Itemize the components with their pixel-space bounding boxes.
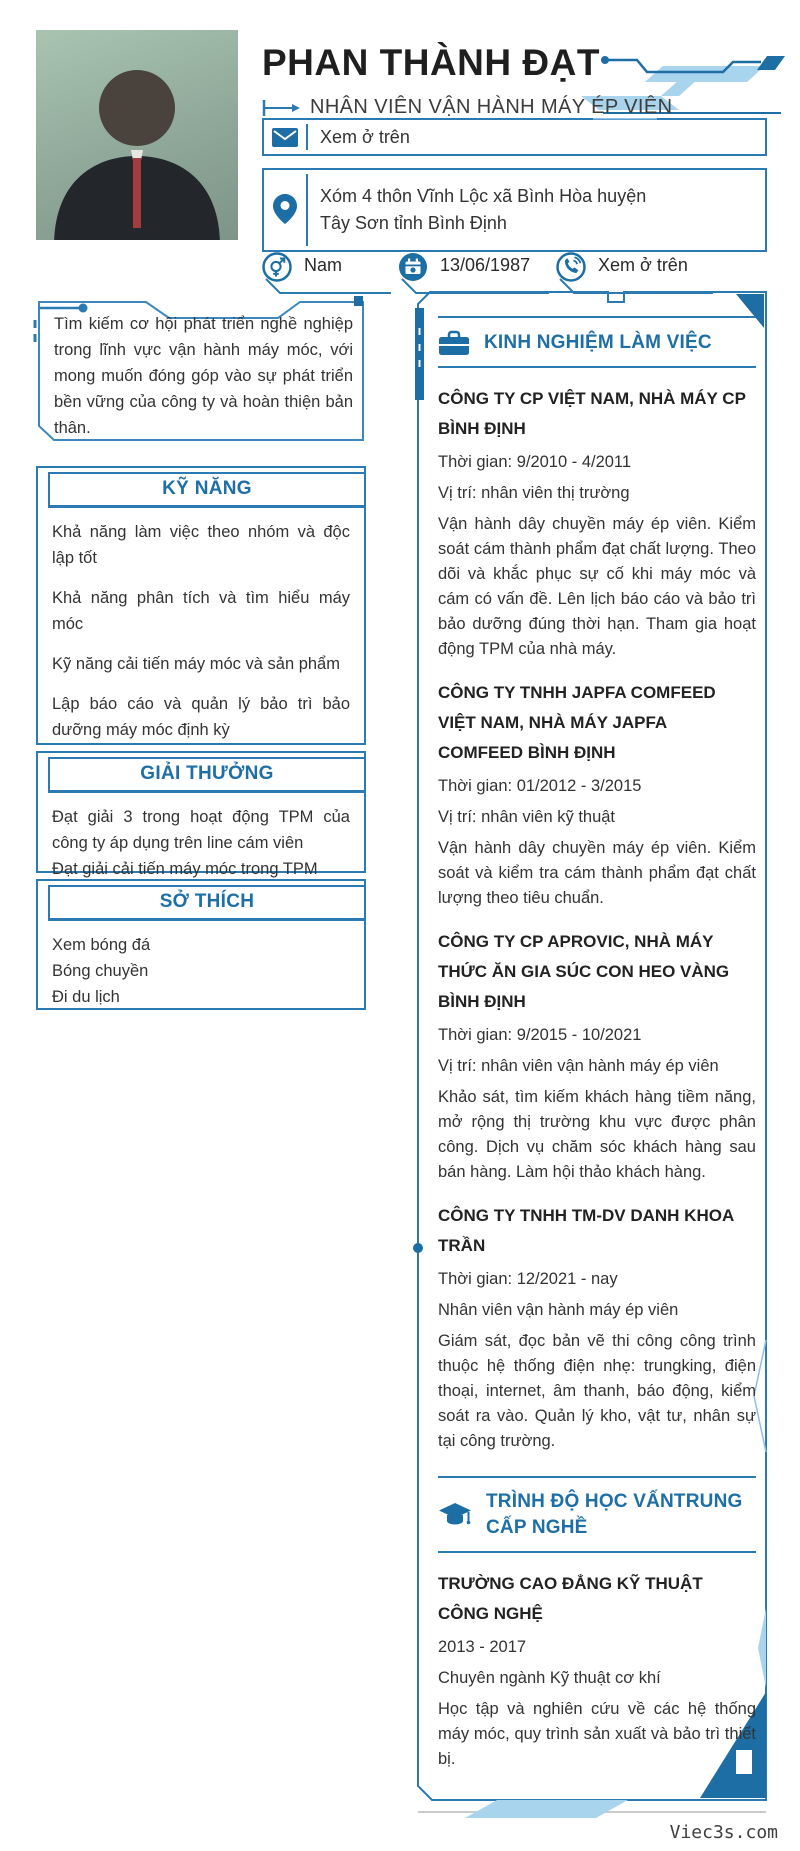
dob-item [398, 252, 550, 292]
job-entry [438, 384, 756, 662]
education-time: 2013 - 2017 [438, 1638, 527, 1656]
education-entry [438, 1557, 756, 1772]
phone-value: Xem ở trên [598, 255, 688, 275]
job-position: Nhân viên vận hành máy ép viên [438, 1301, 679, 1319]
job-time: Thời gian: 9/2010 - 4/2011 [438, 453, 632, 471]
candidate-name: PHAN THÀNH ĐẠT [262, 42, 600, 83]
title-dash-icon [262, 99, 300, 117]
divider [438, 316, 756, 318]
divider [438, 1551, 756, 1553]
divider [438, 366, 756, 368]
profile-photo [36, 30, 238, 240]
skill-item: Khả năng phân tích và tìm hiểu máy móc [52, 589, 350, 633]
hobby-item: Xem bóng đá [52, 936, 151, 954]
phone-item [556, 252, 716, 292]
job-description: Giám sát, đọc bản vẽ thi công công trình thuộc hệ thống điện nhẹ: trungking, điện thoại, internet, âm thanh, báo động, kiểm soát ra vào. Quản lý kho, vật tư, nhân sự tại công trường. [438, 1332, 756, 1450]
job-title-row [262, 96, 672, 119]
person-silhouette-icon [36, 30, 238, 240]
right-column [438, 312, 756, 1788]
company-name: CÔNG TY TNHH JAPFA COMFEED VIỆT NAM, NHÀ MÁY JAPFA COMFEED BÌNH ĐỊNH [438, 683, 716, 762]
experience-header [438, 322, 756, 362]
envelope-icon [264, 128, 306, 147]
address-value [308, 183, 646, 237]
briefcase-icon [438, 329, 470, 356]
skill-item: Kỹ năng cải tiến máy móc và sản phẩm [52, 655, 340, 673]
skills-list [38, 508, 364, 743]
job-description: Vận hành dây chuyền máy ép viên. Kiểm soát và kiểm tra cám thành phẩm đạt chất lượng theo tiêu chuẩn. [438, 839, 756, 907]
skills-section [36, 466, 366, 745]
address-field [262, 168, 767, 252]
job-position: Vị trí: nhân viên thị trường [438, 484, 630, 502]
email-value: Xem ở trên [320, 126, 410, 147]
experience-title: KINH NGHIỆM LÀM VIỆC [484, 331, 712, 353]
hobby-item: Bóng chuyền [52, 962, 149, 980]
job-entry [438, 678, 756, 911]
site-watermark: Viec3s.com [669, 1822, 778, 1843]
job-list [438, 372, 756, 1454]
job-entry [438, 927, 756, 1185]
awards-title: GIẢI THƯỞNG [48, 757, 364, 793]
hobbies-title: SỞ THÍCH [48, 885, 364, 921]
divider [438, 1476, 756, 1478]
gender-value: Nam [304, 255, 343, 275]
education-section [438, 1476, 756, 1772]
skills-title: KỸ NĂNG [48, 472, 364, 508]
education-header [438, 1482, 756, 1547]
award-item: Đạt giải cải tiến máy móc trong TPM [52, 860, 318, 878]
award-item: Đạt giải 3 trong hoạt động TPM của công ty áp dụng trên line cám viên [52, 808, 350, 852]
graduation-cap-icon [438, 1502, 472, 1528]
education-major: Chuyên ngành Kỹ thuật cơ khí [438, 1669, 661, 1687]
gender-item [262, 252, 392, 292]
awards-section [36, 751, 366, 878]
school-name: TRƯỜNG CAO ĐẲNG KỸ THUẬT CÔNG NGHỆ [438, 1574, 703, 1623]
job-title: NHÂN VIÊN VẬN HÀNH MÁY ÉP VIÊN [310, 96, 673, 118]
address-line2: Tây Sơn tỉnh Bình Định [320, 213, 507, 233]
job-description: Khảo sát, tìm kiếm khách hàng tiềm năng, mở rộng thị trường khu vực được phân công. Dịch vụ chăm sóc khách hàng sau bán hàng. Làm hội thảo khách hàng. [438, 1088, 756, 1181]
job-description: Vận hành dây chuyền máy ép viên. Kiểm soát cám thành phẩm đạt chất lượng. Theo dõi và khắc phục sự cố khi máy móc và cám có vấn đề. Lên lịch báo cáo và bảo trì bảo dưỡng đúng thời hạn. Tham gia hoạt động TPM của nhà máy. [438, 515, 756, 658]
skill-item: Lập báo cáo và quản lý bảo trì bảo dưỡng máy móc định kỳ [52, 695, 350, 739]
hobbies-list [38, 921, 364, 1010]
job-time: Thời gian: 9/2015 - 10/2021 [438, 1026, 642, 1044]
skill-item: Khả năng làm việc theo nhóm và độc lập tốt [52, 523, 350, 567]
education-title: TRÌNH ĐỘ HỌC VẤNTRUNG CẤP NGHỀ [486, 1491, 743, 1538]
awards-list [38, 793, 364, 882]
company-name: CÔNG TY CP APROVIC, NHÀ MÁY THỨC ĂN GIA SÚC CON HEO VÀNG BÌNH ĐỊNH [438, 932, 730, 1011]
objective-text: Tìm kiếm cơ hội phát triển nghề nghiệp trong lĩnh vực vận hành máy móc, với mong muốn đóng góp vào sự phát triển bền vững của công ty và hoàn thiện bản thân. [54, 315, 353, 437]
objective-section [36, 294, 366, 444]
company-name: CÔNG TY TNHH TM-DV DANH KHOA TRẦN [438, 1206, 734, 1255]
job-entry [438, 1201, 756, 1454]
hobbies-section [36, 879, 366, 1010]
hobby-item: Đi du lịch [52, 988, 120, 1006]
location-pin-icon [264, 194, 306, 226]
address-line1: Xóm 4 thôn Vĩnh Lộc xã Bình Hòa huyện [320, 186, 647, 206]
job-time: Thời gian: 01/2012 - 3/2015 [438, 777, 642, 795]
job-position: Vị trí: nhân viên vận hành máy ép viên [438, 1057, 719, 1075]
education-description: Học tập và nghiên cứu về các hệ thống máy móc, quy trình sản xuất và bảo trì thiết bị. [438, 1700, 756, 1768]
company-name: CÔNG TY CP VIỆT NAM, NHÀ MÁY CP BÌNH ĐỊNH [438, 389, 746, 438]
dob-value: 13/06/1987 [440, 255, 531, 275]
job-time: Thời gian: 12/2021 - nay [438, 1270, 618, 1288]
job-position: Vị trí: nhân viên kỹ thuật [438, 808, 616, 826]
